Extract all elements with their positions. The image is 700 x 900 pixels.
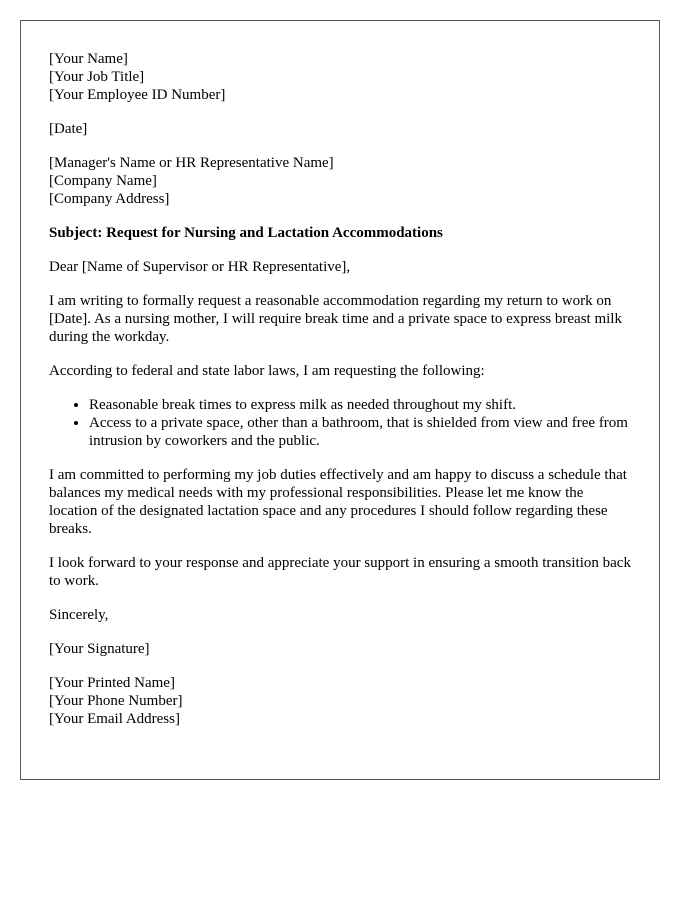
commitment-paragraph: I am committed to performing my job duties effectively and am happy to discuss a schedule that balances my medical needs with my professional responsibilities. Please let me know the location of the designated lactation space and any procedures I should follow regarding these breaks. bbox=[49, 467, 627, 537]
recipient-address: [Company Address] bbox=[49, 191, 170, 207]
request-item: • Access to a private space, other than a bathroom, that is shielded from view and free from intrusion by coworkers and the public. bbox=[89, 414, 631, 450]
recipient-block bbox=[49, 154, 631, 208]
footer-block bbox=[49, 674, 631, 728]
requests-list bbox=[49, 396, 631, 450]
letter-page bbox=[20, 20, 660, 780]
sender-job-title: [Your Job Title] bbox=[49, 69, 145, 85]
salutation: Dear [Name of Supervisor or HR Representative], bbox=[49, 259, 351, 275]
printed-name: [Your Printed Name] bbox=[49, 675, 175, 691]
closing-note-paragraph: I look forward to your response and appreciate your support in ensuring a smooth transition back to work. bbox=[49, 555, 631, 589]
sender-name: [Your Name] bbox=[49, 51, 128, 67]
signature: [Your Signature] bbox=[49, 641, 150, 657]
date-block bbox=[49, 120, 631, 138]
sender-block bbox=[49, 50, 631, 104]
letter-date: [Date] bbox=[49, 121, 88, 137]
phone-number: [Your Phone Number] bbox=[49, 693, 183, 709]
intro-paragraph: I am writing to formally request a reasonable accommodation regarding my return to work on [Date]. As a nursing mother, I will require break time and a private space to express breast milk during the workday. bbox=[49, 293, 622, 345]
closing: Sincerely, bbox=[49, 607, 109, 623]
sender-employee-id: [Your Employee ID Number] bbox=[49, 87, 226, 103]
email-address: [Your Email Address] bbox=[49, 711, 180, 727]
recipient-company: [Company Name] bbox=[49, 173, 157, 189]
request-item: • Reasonable break times to express milk as needed throughout my shift. bbox=[89, 396, 631, 414]
laws-paragraph: According to federal and state labor laws, I am requesting the following: bbox=[49, 363, 485, 379]
subject-line: Subject: Request for Nursing and Lactation Accommodations bbox=[49, 225, 443, 241]
recipient-name: [Manager's Name or HR Representative Name] bbox=[49, 155, 334, 171]
